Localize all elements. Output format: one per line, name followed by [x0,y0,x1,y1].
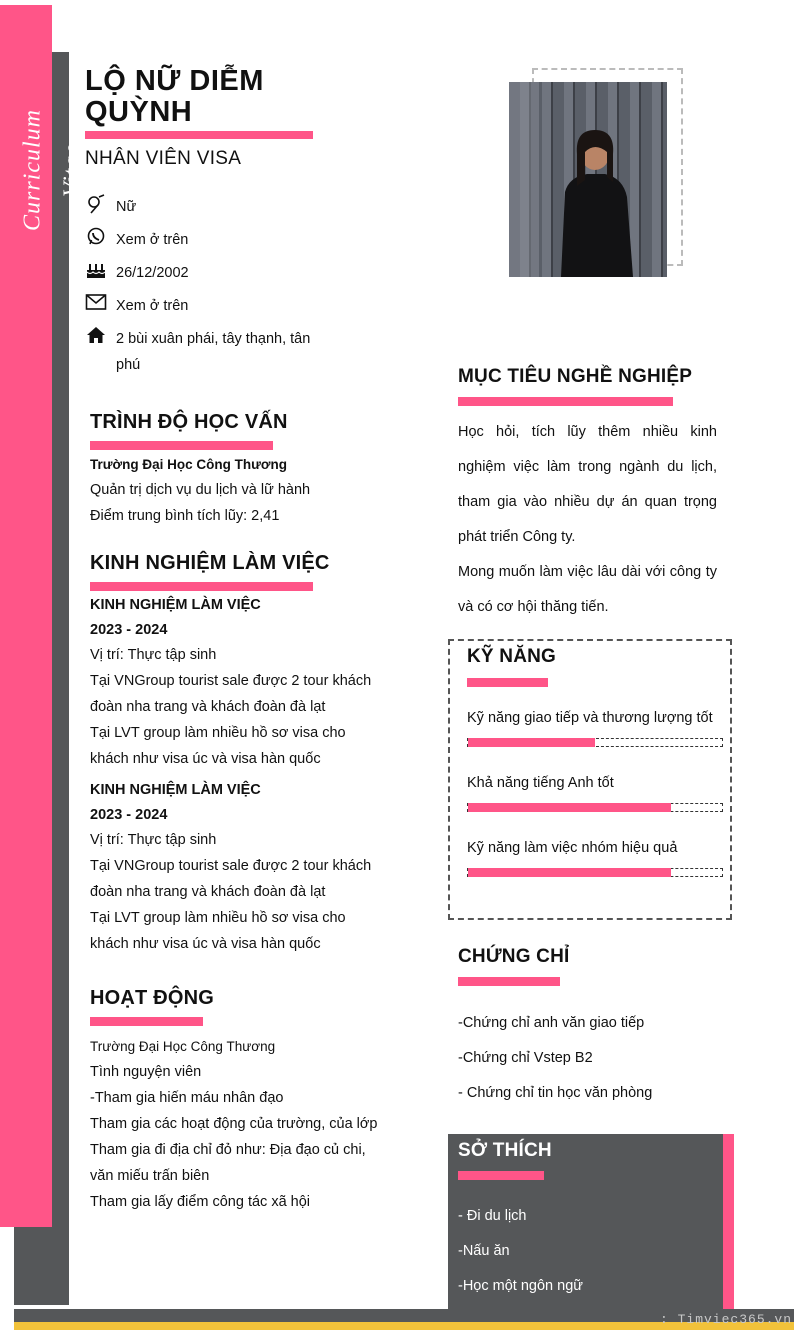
certificate-item: -Chứng chỉ Vstep B2 [458,1050,593,1066]
education-major: Quản trị dịch vụ du lịch và lữ hành [90,482,311,498]
activities-underline [90,1017,203,1026]
certificate-item: -Chứng chỉ anh văn giao tiếp [458,1015,645,1031]
skills-title: KỸ NĂNG [467,646,557,667]
objective-paragraph: Mong muốn làm việc lâu dài với công ty và có cơ hội thăng tiến. [458,564,717,615]
job-title: NHÂN VIÊN VISA [85,148,242,169]
envelope-icon [85,293,107,315]
hobbies-accent-edge [723,1134,734,1310]
certificates-underline [458,977,560,986]
experience-line: Tại VNGroup tourist sale được 2 tour khách [90,858,372,874]
activity-line: văn miếu trấn biên [90,1168,210,1184]
phone-icon [85,227,107,249]
watermark: : Timviec365.vn [660,1312,793,1327]
skill-label: Kỹ năng làm việc nhóm hiệu quả [467,840,678,856]
hobbies-underline [458,1171,544,1180]
skill-bar-fill [468,803,671,812]
info-phone: Xem ở trên [85,227,325,253]
skill-bar-track [467,868,723,877]
activity-line: Tham gia đi địa chỉ đỏ như: Địa đạo củ chi, [90,1142,366,1158]
experience-line: đoàn nha trang và khách đoàn đà lạt [90,699,326,715]
info-email: Xem ở trên [85,293,325,319]
activity-line: -Tham gia hiến máu nhân đạo [90,1090,284,1106]
experience-line: Tại VNGroup tourist sale được 2 tour khách [90,673,372,689]
activity-line: Tình nguyện viên [90,1064,202,1080]
name-underline [85,131,313,139]
skill-bar-track [467,803,723,812]
birthday-cake-icon [85,260,107,282]
experience-underline [90,582,313,591]
experience-line: Vị trí: Thực tập sinh [90,647,217,663]
experience-title: KINH NGHIỆM LÀM VIỆC [90,552,330,574]
home-icon [85,326,107,348]
skill-bar-track [467,738,723,747]
experience-line: khách như visa úc và visa hàn quốc [90,936,321,952]
info-address: 2 bùi xuân phái, tây thạnh, tân phú [85,326,325,378]
hobby-item: -Học một ngôn ngữ [458,1278,583,1294]
hobby-item: - Đi du lịch [458,1208,527,1224]
hobbies-title: SỞ THÍCH [458,1140,552,1161]
hobby-item: -Nấu ăn [458,1243,510,1259]
activity-line: Tham gia các hoạt động của trường, của lớp [90,1116,378,1132]
experience-period: 2023 - 2024 [90,622,168,638]
skills-underline [467,678,548,687]
info-gender: Nữ [85,194,325,220]
profile-photo [509,82,667,277]
education-school: Trường Đại Học Công Thương [90,457,287,472]
activities-title: HOẠT ĐỘNG [90,987,215,1009]
experience-heading: KINH NGHIỆM LÀM VIỆC [90,597,261,613]
experience-period: 2023 - 2024 [90,807,168,823]
skill-bar-fill [468,738,595,747]
skill-label: Khả năng tiếng Anh tốt [467,775,614,791]
experience-heading: KINH NGHIỆM LÀM VIỆC [90,782,261,798]
objective-underline [458,397,673,406]
objective-title: MỤC TIÊU NGHỀ NGHIỆP [458,366,693,387]
experience-line: Vị trí: Thực tập sinh [90,832,217,848]
objective-paragraph: Học hỏi, tích lũy thêm nhiều kinh nghiệm việc làm trong ngành du lịch, tham gia vào nhiều dự án quan trọng phát triển Công ty. [458,424,717,545]
experience-line: đoàn nha trang và khách đoàn đà lạt [90,884,326,900]
gender-icon [85,194,107,216]
skill-bar-fill [468,868,671,877]
experience-line: Tại LVT group làm nhiều hồ sơ visa cho [90,910,346,926]
activity-line: Tham gia lấy điểm công tác xã hội [90,1194,311,1210]
side-label: Curriculum Vitae [19,109,86,232]
certificate-item: - Chứng chỉ tin học văn phòng [458,1085,653,1101]
experience-line: khách như visa úc và visa hàn quốc [90,751,321,767]
activities-org: Trường Đại Học Công Thương [90,1039,276,1054]
education-underline [90,441,273,450]
info-birthday: 26/12/2002 [85,260,325,286]
skill-label: Kỹ năng giao tiếp và thương lượng tốt [467,710,713,726]
certificates-title: CHỨNG CHỈ [458,946,570,967]
profile-name: LỘ NỮ DIỄM QUỲNH [85,65,264,128]
education-gpa: Điểm trung bình tích lũy: 2,41 [90,508,280,524]
education-title: TRÌNH ĐỘ HỌC VẤN [90,411,288,433]
experience-line: Tại LVT group làm nhiều hồ sơ visa cho [90,725,346,741]
